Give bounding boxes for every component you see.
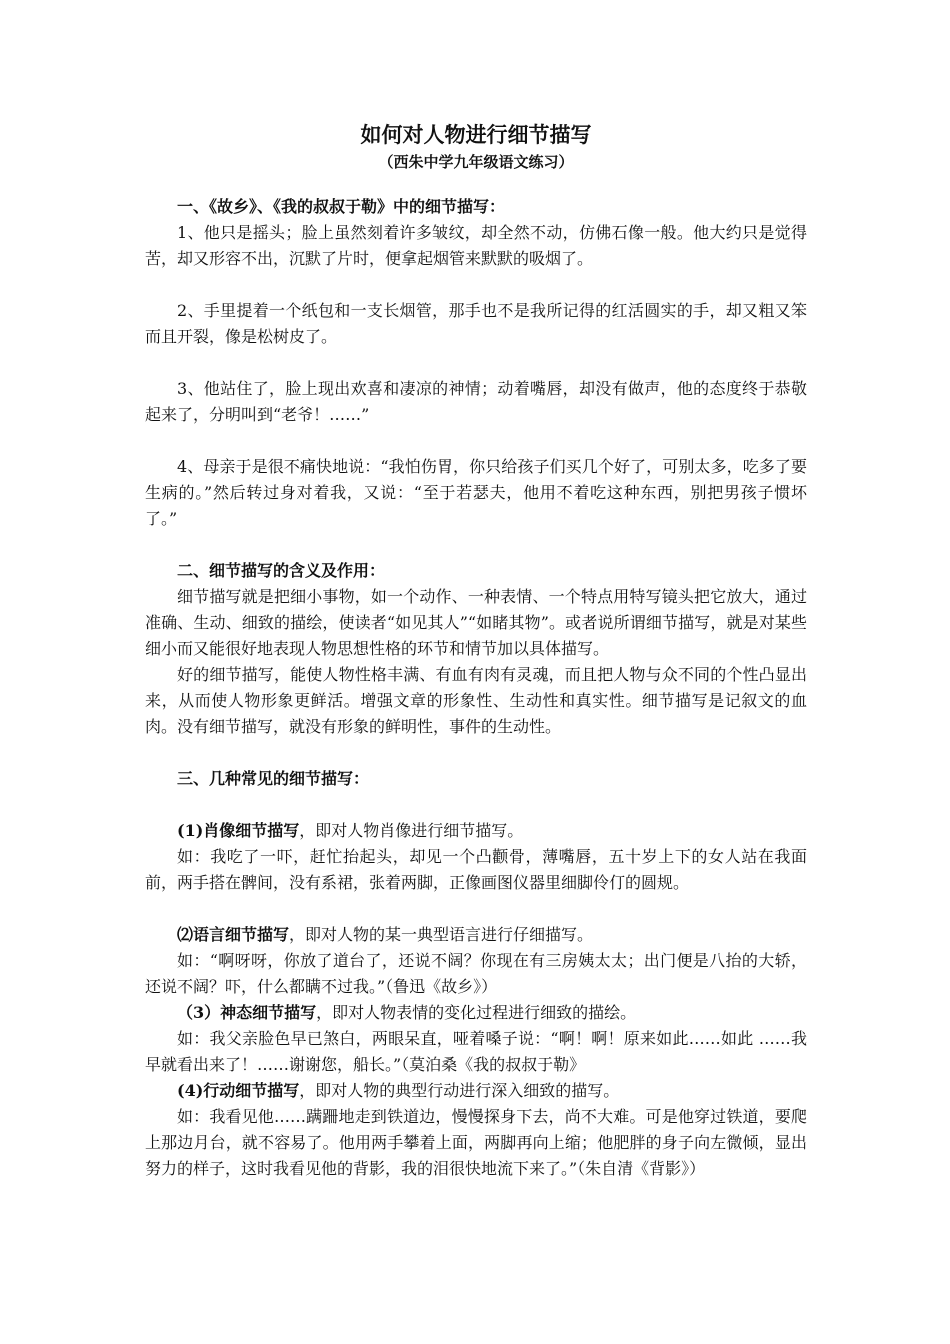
section-2-paragraph-1: 细节描写就是把细小事物，如一个动作、一种表情、一个特点用特写镜头把它放大，通过准确、生动、细致的描绘，使读者“如见其人”“如睹其物”。或者说所谓细节描写，就是对某些细小而又能很好地表现人物思想性格的环节和情节加以具体描写。 bbox=[145, 587, 807, 658]
section-1-item-1: 1、他只是摇头；脸上虽然刻着许多皱纹，却全然不动，仿佛石像一般。他大约只是觉得苦，却又形容不出，沉默了片时，便拿起烟管来默默的吸烟了。 bbox=[145, 223, 807, 268]
detail-type-language bbox=[145, 922, 807, 948]
detail-type-action-label: (4)行动细节描写 bbox=[177, 1081, 300, 1100]
section-1-heading: 一、《故乡》、《我的叔叔于勒》中的细节描写： bbox=[177, 197, 506, 216]
detail-type-language-desc: ，即对人物的某一典型语言进行仔细描写。 bbox=[289, 925, 594, 944]
detail-type-language-example: 如：“啊呀呀，你放了道台了，还说不阔？你现在有三房姨太太；出门便是八抬的大轿，还说不阔？吓，什么都瞒不过我。”（鲁迅《故乡》） bbox=[145, 951, 807, 996]
detail-type-expression-example: 如：我父亲脸色早已煞白，两眼呆直，哑着嗓子说：“啊！啊！原来如此……如此 ……我早就看出来了！……谢谢您，船长。”（莫泊桑《我的叔叔于勒》 bbox=[145, 1029, 807, 1074]
detail-type-expression-label: （3）神态细节描写 bbox=[177, 1003, 317, 1022]
detail-type-language-label: ⑵语言细节描写 bbox=[177, 925, 290, 944]
detail-type-portrait-example: 如：我吃了一吓，赶忙抬起头，却见一个凸颧骨，薄嘴唇，五十岁上下的女人站在我面前，两手搭在髀间，没有系裙，张着两脚，正像画图仪器里细脚伶仃的圆规。 bbox=[145, 847, 807, 892]
page-title: 如何对人物进行细节描写 bbox=[360, 122, 592, 147]
section-2-heading: 二、细节描写的含义及作用： bbox=[177, 561, 386, 580]
detail-type-action-example: 如：我看见他……蹒跚地走到铁道边，慢慢探身下去，尚不大难。可是他穿过铁道，要爬上那边月台，就不容易了。他用两手攀着上面，两脚再向上缩；他肥胖的身子向左微倾，显出努力的样子，这时我看见他的背影，我的泪很快地流下来了。”（朱自清《背影》） bbox=[145, 1107, 807, 1178]
section-3-heading: 三、几种常见的细节描写： bbox=[177, 769, 370, 788]
section-1-item-2: 2、手里提着一个纸包和一支长烟管，那手也不是我所记得的红活圆实的手，却又粗又笨而且开裂，像是松树皮了。 bbox=[145, 301, 807, 346]
page-subtitle: （西朱中学九年级语文练习） bbox=[378, 153, 574, 171]
detail-type-expression bbox=[145, 1000, 807, 1026]
section-1-item-4: 4、母亲于是很不痛快地说：“我怕伤胃，你只给孩子们买几个好了，可别太多，吃多了要生病的。”然后转过身对着我，又说：“至于若瑟夫，他用不着吃这种东西，别把男孩子惯坏了。” bbox=[145, 457, 807, 528]
detail-type-expression-desc: ，即对人物表情的变化过程进行细致的描绘。 bbox=[316, 1003, 637, 1022]
detail-type-action-desc: ，即对人物的典型行动进行深入细致的描写。 bbox=[299, 1081, 620, 1100]
detail-type-portrait-desc: ，即对人物肖像进行细节描写。 bbox=[299, 821, 524, 840]
section-2-paragraph-2: 好的细节描写，能使人物性格丰满、有血有肉有灵魂，而且把人物与众不同的个性凸显出来，从而使人物形象更鲜活。增强文章的形象性、生动性和真实性。细节描写是记叙文的血肉。没有细节描写，就没有形象的鲜明性，事件的生动性。 bbox=[145, 665, 807, 736]
section-1-item-3: 3、他站住了，脸上现出欢喜和凄凉的神情；动着嘴唇，却没有做声，他的态度终于恭敬起来了，分明叫到“老爷！……” bbox=[145, 379, 807, 424]
document-body bbox=[145, 120, 807, 1182]
detail-type-portrait-label: (1)肖像细节描写 bbox=[177, 821, 300, 840]
detail-type-action bbox=[145, 1078, 807, 1104]
detail-type-portrait bbox=[145, 818, 807, 844]
